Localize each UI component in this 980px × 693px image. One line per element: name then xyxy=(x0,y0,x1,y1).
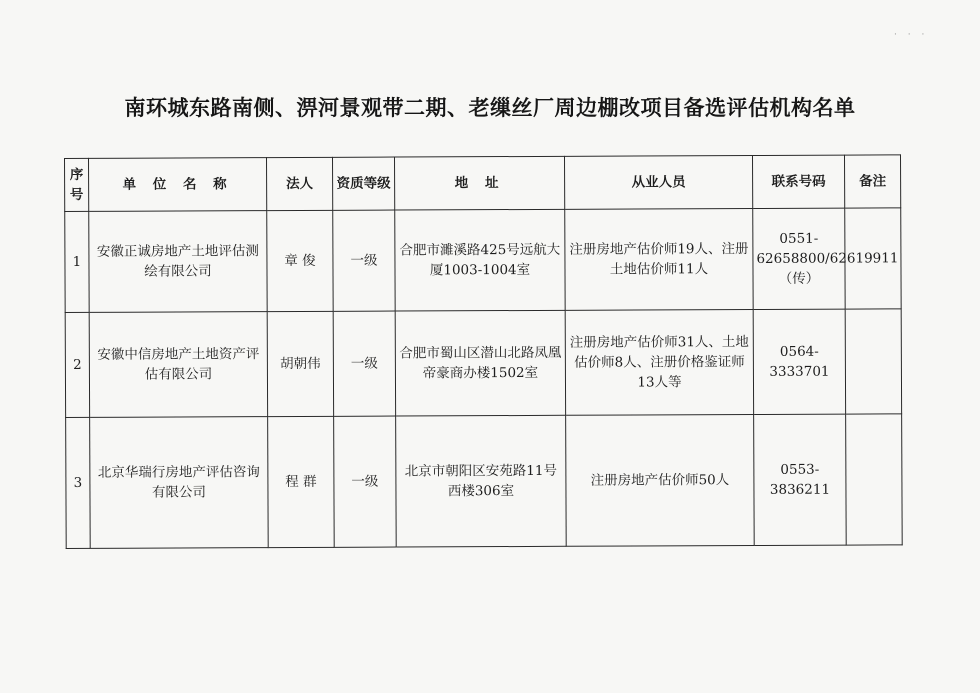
cell-legal-person: 胡朝伟 xyxy=(267,311,333,416)
header-qualification-grade: 资质等级 xyxy=(332,157,394,210)
cell-legal-person: 章 俊 xyxy=(267,210,333,311)
scan-artifact: · · · xyxy=(894,30,929,40)
table-row xyxy=(66,414,903,549)
cell-seq: 1 xyxy=(65,211,89,312)
cell-address: 合肥市蜀山区潜山北路凤凰帝豪商办楼1502室 xyxy=(395,310,565,416)
cell-qualification-grade: 一级 xyxy=(333,210,395,311)
cell-remark xyxy=(845,309,901,414)
cell-address: 北京市朝阳区安苑路11号西楼306室 xyxy=(396,415,567,547)
header-phone: 联系号码 xyxy=(752,155,844,208)
header-address: 地 址 xyxy=(394,156,564,210)
cell-remark xyxy=(846,414,903,545)
cell-seq: 3 xyxy=(66,417,91,548)
cell-staff: 注册房地产估价师31人、土地估价师8人、注册价格鉴证师13人等 xyxy=(565,309,753,415)
cell-phone: 0564-3333701 xyxy=(753,309,845,414)
header-remark: 备注 xyxy=(844,155,900,208)
cell-address: 合肥市濉溪路425号远航大厦1003-1004室 xyxy=(395,209,565,311)
table-header-row xyxy=(65,155,901,212)
cell-phone: 0553-3836211 xyxy=(754,414,847,545)
cell-unit-name: 北京华瑞行房地产评估咨询有限公司 xyxy=(90,417,269,549)
header-unit-name: 单 位 名 称 xyxy=(89,158,267,212)
cell-seq: 2 xyxy=(65,312,89,417)
cell-staff: 注册房地产估价师50人 xyxy=(566,414,755,546)
header-seq: 序号 xyxy=(65,158,89,211)
cell-staff: 注册房地产估价师19人、注册土地估价师11人 xyxy=(565,208,753,310)
header-legal-person: 法人 xyxy=(267,157,333,210)
cell-qualification-grade: 一级 xyxy=(333,311,395,416)
cell-legal-person: 程 群 xyxy=(268,416,335,547)
table-row xyxy=(65,309,901,418)
table-row xyxy=(65,208,901,313)
agency-table xyxy=(64,154,903,549)
cell-unit-name: 安徽正诚房地产土地评估测绘有限公司 xyxy=(89,211,267,313)
cell-phone: 0551-62658800/62619911（传） xyxy=(753,208,845,309)
cell-unit-name: 安徽中信房地产土地资产评估有限公司 xyxy=(89,312,267,418)
cell-qualification-grade: 一级 xyxy=(334,416,397,547)
document-title: 南环城东路南侧、淠河景观带二期、老缫丝厂周边棚改项目备选评估机构名单 xyxy=(124,95,856,120)
header-staff: 从业人员 xyxy=(564,155,752,209)
